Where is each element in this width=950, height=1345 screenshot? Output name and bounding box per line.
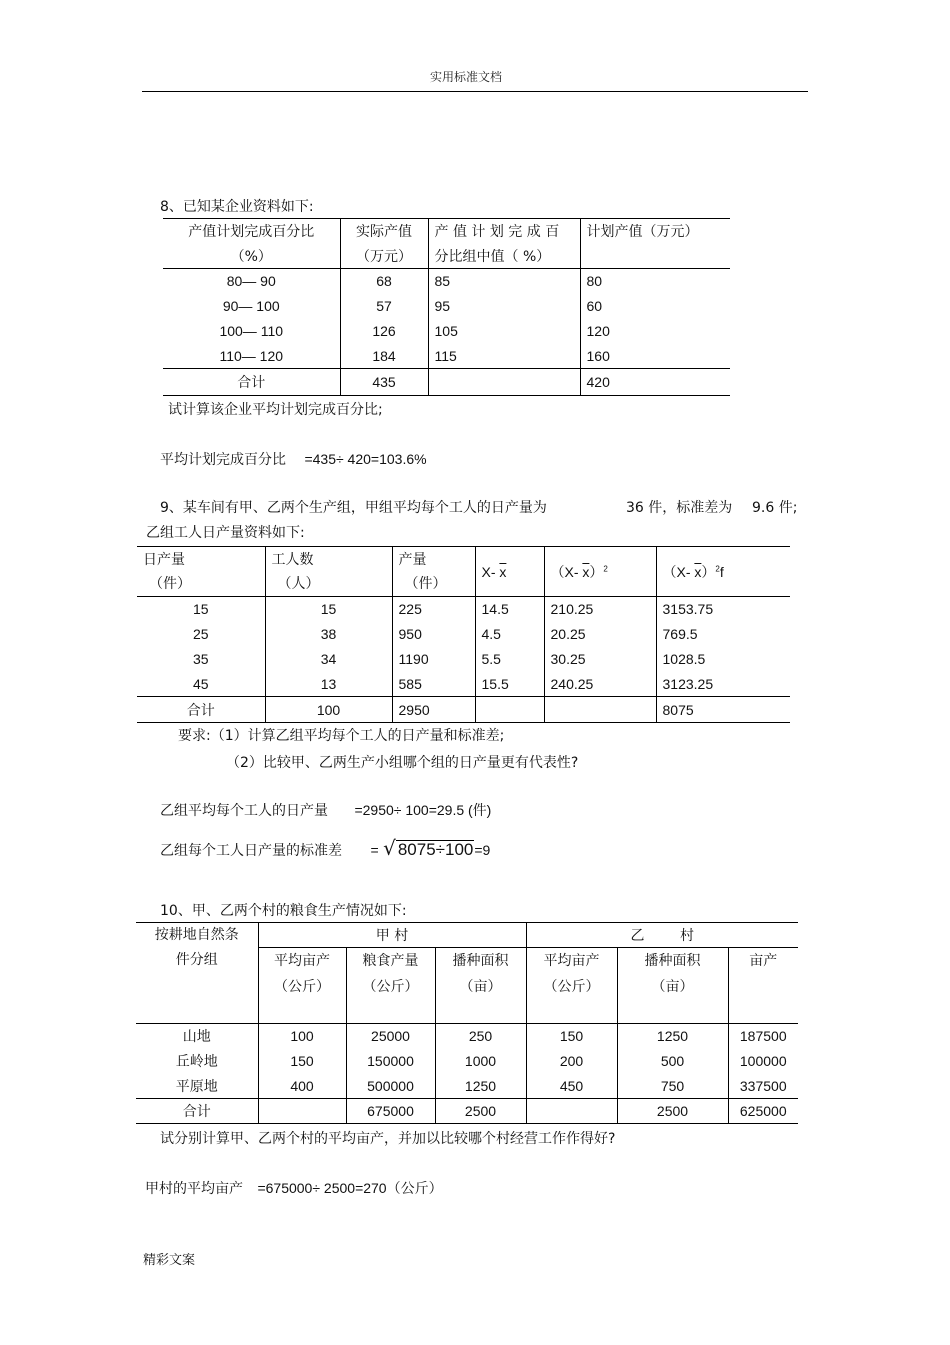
cell: 35 [192, 651, 209, 667]
cell: 435 [340, 369, 428, 396]
cell: 15.5 [475, 672, 544, 697]
cell: 500000 [346, 1074, 435, 1099]
q10-title: 10、甲、乙两个村的粮食生产情况如下: [160, 903, 407, 919]
table-row [163, 294, 730, 319]
cell: 110— 120 [219, 347, 284, 364]
cell: 187500 [728, 1024, 798, 1049]
header-text: （人） [277, 575, 320, 592]
q9-line1: 9、某车间有甲、乙两个生产组，甲组平均每个工人的日产量为 [160, 500, 547, 516]
cell [475, 697, 544, 723]
header-text: f [719, 563, 724, 580]
cell: 625000 [728, 1099, 798, 1124]
table-row [163, 269, 730, 294]
q10-sub-header [728, 948, 798, 1024]
cell: 150 [258, 1049, 346, 1074]
cell: 950 [392, 622, 475, 647]
cell: 150000 [346, 1049, 435, 1074]
cell: 14.5 [475, 597, 544, 622]
cell: 750 [617, 1074, 728, 1099]
header-text: 粮食产量 [362, 953, 419, 969]
table-row [136, 1074, 798, 1099]
cell [258, 1099, 346, 1124]
cell: 100 [265, 697, 392, 723]
cell: 2500 [617, 1099, 728, 1124]
header-text: （件） [404, 575, 447, 592]
cell: 8075 [656, 697, 790, 723]
cell: 1000 [435, 1049, 526, 1074]
table-total-row [136, 1099, 798, 1124]
cell: 80— 90 [226, 273, 276, 290]
cell: 769.5 [656, 622, 790, 647]
header-text: 平均亩产 [543, 953, 600, 969]
cell: 13 [265, 672, 392, 697]
cell [544, 697, 656, 723]
q9-answer2 [160, 836, 490, 863]
header-text: （亩） [459, 979, 502, 995]
cell: 4.5 [475, 622, 544, 647]
table-total-row [163, 369, 730, 396]
cell: 90— 100 [222, 298, 280, 314]
header-text: （公斤） [543, 979, 600, 995]
cell: 80 [580, 269, 730, 294]
q10-sub-header [435, 948, 526, 1024]
cell: 山地 [182, 1029, 211, 1046]
cell: 450 [526, 1074, 617, 1099]
cell: 合计 [237, 375, 266, 391]
q8-header-cell: 分比组中值（ %） [428, 244, 580, 269]
q8-answer [160, 449, 427, 469]
cell: 337500 [728, 1074, 798, 1099]
q9-answer1-value: =2950÷ 100=29.5 (件) [354, 802, 492, 818]
cell: 15 [265, 597, 392, 622]
cell: 平原地 [175, 1078, 218, 1095]
q9-answer2-label: 乙组每个工人日产量的标准差 [160, 843, 342, 859]
q8-header-cell: （万元） [340, 244, 428, 269]
cell: 100 [258, 1024, 346, 1049]
cell: 400 [258, 1074, 346, 1099]
xbar-symbol: $\overline{x}$ [694, 563, 702, 580]
q8-header-cell: 产 值 计 划 完 成 百 [428, 219, 580, 244]
header-text: 播种面积 [452, 953, 509, 969]
q9-req2: （2）比较甲、乙两生产小组哪个组的日产量更有代表性? [226, 755, 579, 771]
q9-answer1-label: 乙组平均每个工人的日产量 [160, 803, 328, 819]
cell [428, 369, 580, 396]
header-text: （件） [149, 575, 191, 592]
q8-title: 8、已知某企业资料如下: [160, 199, 314, 215]
cell: 250 [435, 1024, 526, 1049]
cell: 57 [340, 294, 428, 319]
table-row [137, 647, 790, 672]
header-text: 播种面积 [644, 953, 701, 969]
header-text: （公斤） [362, 979, 419, 995]
q10-sub-header [617, 948, 728, 1024]
q10-group-header [136, 923, 258, 1024]
xbar-symbol: $\overline{x}$ [499, 563, 507, 580]
q9-header-cell [137, 547, 265, 597]
q9-answer2-radicand: 8075÷100 [397, 840, 474, 859]
q9-header-cell [265, 547, 392, 597]
table-row [136, 1024, 798, 1049]
q8-header-cell: （%） [230, 248, 272, 265]
q9-answer2-result: =9 [474, 842, 491, 858]
header-text: 亩产 [749, 953, 778, 969]
table-row [137, 622, 790, 647]
cell: 合计 [182, 1104, 211, 1120]
q8-header-cell: 产值计划完成百分比 [188, 224, 315, 241]
header-text: ） [701, 563, 716, 580]
header-text: 工人数 [271, 551, 314, 568]
header-rule [142, 91, 808, 92]
cell [526, 1099, 617, 1124]
cell: 675000 [346, 1099, 435, 1124]
cell: 25 [192, 626, 209, 642]
q10-table [136, 922, 798, 1124]
q8-answer-value: =435÷ 420=103.6% [304, 451, 427, 467]
q10-sub-header [526, 948, 617, 1024]
table-total-row [137, 697, 790, 723]
q8-question: 试计算该企业平均计划完成百分比; [168, 402, 383, 418]
table-row [163, 319, 730, 344]
cell: 30.25 [544, 647, 656, 672]
cell: 100— 110 [219, 323, 284, 339]
q9-header-cell [544, 547, 656, 597]
header-text: ） [589, 563, 604, 580]
table-row [137, 672, 790, 697]
q10-answer-label: 甲村的平均亩产 [145, 1181, 243, 1197]
cell: 105 [428, 319, 580, 344]
cell: 225 [392, 597, 475, 622]
header-text: （公斤） [274, 979, 330, 995]
q9-req1: 要求:（1）计算乙组平均每个工人的日产量和标准差; [178, 728, 505, 744]
q8-header-cell: 计划产值（万元） [580, 219, 730, 244]
cell: 5.5 [475, 647, 544, 672]
cell: 3153.75 [656, 597, 790, 622]
q10-sub-header [258, 948, 346, 1024]
exponent: 2 [603, 563, 608, 573]
q10-village-a-header: 甲 村 [258, 923, 526, 948]
page-footer: 精彩文案 [143, 1253, 196, 1268]
q8-answer-label: 平均计划完成百分比 [160, 452, 286, 468]
cell: 184 [340, 344, 428, 369]
cell: 25000 [346, 1024, 435, 1049]
cell: 100000 [728, 1049, 798, 1074]
header-text: X- [481, 563, 500, 580]
header-text: 平均亩产 [274, 953, 330, 969]
page-header-title: 实用标准文档 [430, 70, 503, 84]
xbar-symbol: $\overline{x}$ [582, 563, 590, 580]
header-text: 日产量 [143, 551, 185, 568]
header-text: （亩） [651, 979, 694, 995]
cell: 95 [428, 294, 580, 319]
q9-header-cell [392, 547, 475, 597]
header-text: （X- [550, 563, 583, 580]
q10-answer-value: =675000÷ 2500=270（公斤） [257, 1180, 443, 1196]
cell: 120 [580, 319, 730, 344]
cell: 合计 [186, 702, 215, 719]
cell: 1190 [392, 647, 475, 672]
cell: 2500 [435, 1099, 526, 1124]
q10-sub-header [346, 948, 435, 1024]
q10-question: 试分别计算甲、乙两个村的平均亩产，并加以比较哪个村经营工作作得好? [160, 1131, 616, 1147]
table-row [137, 597, 790, 622]
q9-header-cell [656, 547, 790, 597]
cell: 15 [192, 601, 209, 618]
cell: 3123.25 [656, 672, 790, 697]
table-row [163, 344, 730, 369]
table-row [136, 1049, 798, 1074]
cell: 420 [580, 369, 730, 396]
cell: 200 [526, 1049, 617, 1074]
q10-answer [145, 1178, 443, 1198]
cell: 丘岭地 [175, 1054, 218, 1070]
header-text: 产量 [398, 551, 427, 568]
cell: 150 [526, 1024, 617, 1049]
cell: 2950 [392, 697, 475, 723]
header-text: 按耕地自然条 [154, 927, 239, 943]
header-text: （X- [662, 563, 695, 580]
cell: 45 [192, 675, 209, 692]
q9-header-cell [475, 547, 544, 597]
cell: 68 [340, 269, 428, 294]
q10-village-b-header: 乙 村 [526, 923, 798, 948]
q8-header-cell: 实际产值 [340, 219, 428, 244]
exponent: 2 [715, 563, 720, 573]
cell: 240.25 [544, 672, 656, 697]
cell: 160 [580, 344, 730, 369]
cell: 1250 [617, 1024, 728, 1049]
cell: 115 [428, 344, 580, 369]
q8-table [163, 218, 730, 396]
cell: 1028.5 [656, 647, 790, 672]
q9-line1-val2: 9.6 件; [752, 500, 798, 516]
cell: 126 [340, 319, 428, 344]
sqrt-icon: √ [383, 836, 396, 860]
header-text: 件分组 [175, 952, 218, 968]
cell: 210.25 [544, 597, 656, 622]
cell: 585 [392, 672, 475, 697]
cell: 38 [265, 622, 392, 647]
cell: 60 [580, 294, 730, 319]
cell: 34 [265, 647, 392, 672]
q9-line1-val1: 36 件，标准差为 [626, 500, 733, 516]
q9-line2: 乙组工人日产量资料如下: [146, 525, 305, 541]
cell: 20.25 [544, 622, 656, 647]
q9-answer2-eq: = [370, 842, 379, 858]
cell: 500 [617, 1049, 728, 1074]
cell: 85 [428, 269, 580, 294]
q9-answer1 [160, 800, 491, 820]
cell: 1250 [435, 1074, 526, 1099]
q9-table [137, 546, 790, 723]
